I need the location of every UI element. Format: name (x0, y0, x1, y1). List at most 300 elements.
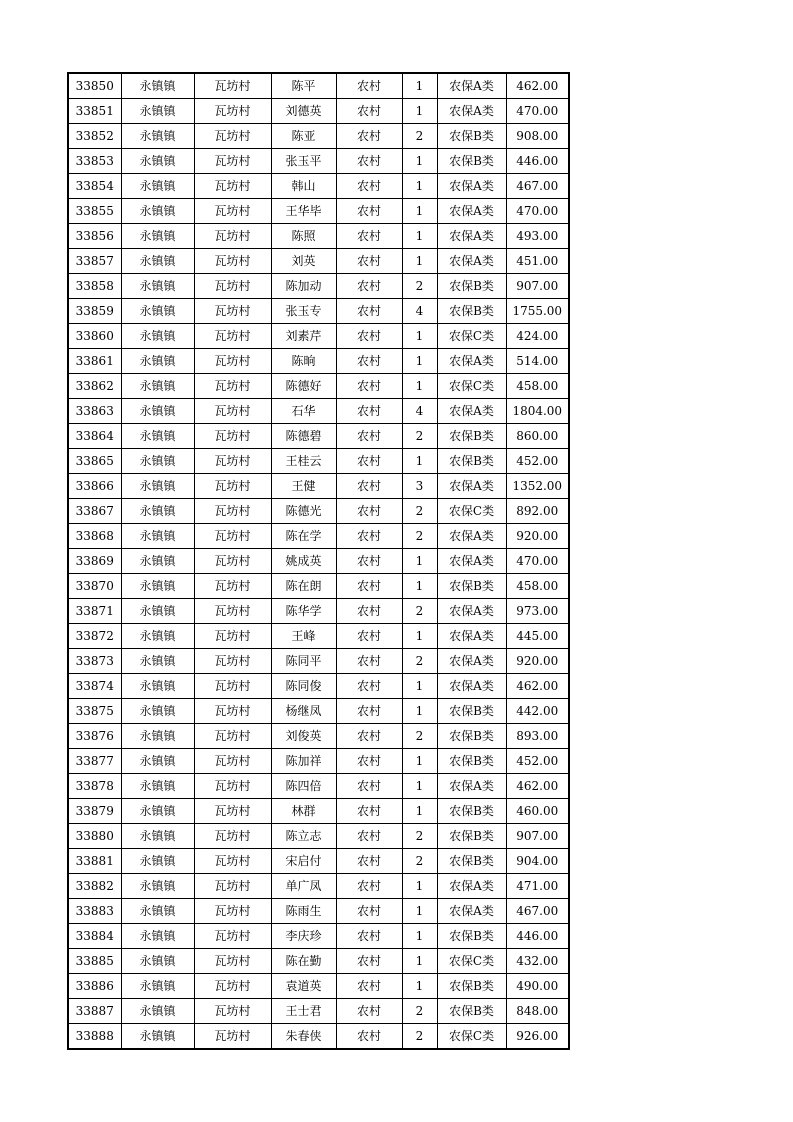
member-count-cell: 1 (402, 974, 437, 999)
village-cell: 瓦坊村 (194, 999, 271, 1024)
category-cell: 农保C类 (437, 949, 506, 974)
name-cell: 袁道英 (271, 974, 336, 999)
member-count-cell: 1 (402, 624, 437, 649)
town-cell: 永镇镇 (121, 324, 194, 349)
category-cell: 农保C类 (437, 1024, 506, 1050)
town-cell: 永镇镇 (121, 274, 194, 299)
member-count-cell: 4 (402, 399, 437, 424)
member-count-cell: 2 (402, 724, 437, 749)
household-type-cell: 农村 (336, 974, 402, 999)
table-row (68, 999, 569, 1024)
record-id-cell: 33887 (68, 999, 121, 1024)
member-count-cell: 2 (402, 599, 437, 624)
amount-cell: 1804.00 (506, 399, 569, 424)
amount-cell: 514.00 (506, 349, 569, 374)
category-cell: 农保B类 (437, 574, 506, 599)
member-count-cell: 2 (402, 824, 437, 849)
town-cell: 永镇镇 (121, 99, 194, 124)
town-cell: 永镇镇 (121, 674, 194, 699)
table-row (68, 99, 569, 124)
household-type-cell: 农村 (336, 924, 402, 949)
category-cell: 农保A类 (437, 474, 506, 499)
record-id-cell: 33880 (68, 824, 121, 849)
town-cell: 永镇镇 (121, 399, 194, 424)
village-cell: 瓦坊村 (194, 349, 271, 374)
record-id-cell: 33861 (68, 349, 121, 374)
record-id-cell: 33866 (68, 474, 121, 499)
name-cell: 陈照 (271, 224, 336, 249)
amount-cell: 467.00 (506, 899, 569, 924)
amount-cell: 471.00 (506, 874, 569, 899)
village-cell: 瓦坊村 (194, 849, 271, 874)
table-row (68, 73, 569, 99)
record-id-cell: 33888 (68, 1024, 121, 1050)
village-cell: 瓦坊村 (194, 949, 271, 974)
village-cell: 瓦坊村 (194, 974, 271, 999)
table-row (68, 649, 569, 674)
village-cell: 瓦坊村 (194, 524, 271, 549)
member-count-cell: 1 (402, 249, 437, 274)
member-count-cell: 1 (402, 574, 437, 599)
town-cell: 永镇镇 (121, 774, 194, 799)
record-id-cell: 33859 (68, 299, 121, 324)
category-cell: 农保A类 (437, 249, 506, 274)
household-type-cell: 农村 (336, 349, 402, 374)
member-count-cell: 2 (402, 424, 437, 449)
record-id-cell: 33857 (68, 249, 121, 274)
member-count-cell: 1 (402, 174, 437, 199)
village-cell: 瓦坊村 (194, 474, 271, 499)
member-count-cell: 1 (402, 149, 437, 174)
name-cell: 单广凤 (271, 874, 336, 899)
village-cell: 瓦坊村 (194, 224, 271, 249)
amount-cell: 424.00 (506, 324, 569, 349)
member-count-cell: 1 (402, 774, 437, 799)
village-cell: 瓦坊村 (194, 674, 271, 699)
record-id-cell: 33873 (68, 649, 121, 674)
category-cell: 农保B类 (437, 924, 506, 949)
amount-cell: 490.00 (506, 974, 569, 999)
name-cell: 杨继凤 (271, 699, 336, 724)
amount-cell: 893.00 (506, 724, 569, 749)
member-count-cell: 1 (402, 799, 437, 824)
amount-cell: 892.00 (506, 499, 569, 524)
category-cell: 农保B类 (437, 824, 506, 849)
category-cell: 农保B类 (437, 274, 506, 299)
name-cell: 王华毕 (271, 199, 336, 224)
record-id-cell: 33862 (68, 374, 121, 399)
village-cell: 瓦坊村 (194, 824, 271, 849)
category-cell: 农保A类 (437, 99, 506, 124)
name-cell: 王健 (271, 474, 336, 499)
name-cell: 刘英 (271, 249, 336, 274)
member-count-cell: 1 (402, 699, 437, 724)
category-cell: 农保A类 (437, 549, 506, 574)
town-cell: 永镇镇 (121, 949, 194, 974)
village-cell: 瓦坊村 (194, 374, 271, 399)
name-cell: 陈立志 (271, 824, 336, 849)
category-cell: 农保A类 (437, 599, 506, 624)
category-cell: 农保A类 (437, 399, 506, 424)
table-row (68, 424, 569, 449)
name-cell: 刘俊英 (271, 724, 336, 749)
amount-cell: 920.00 (506, 524, 569, 549)
category-cell: 农保A类 (437, 524, 506, 549)
household-type-cell: 农村 (336, 774, 402, 799)
town-cell: 永镇镇 (121, 449, 194, 474)
table-row (68, 499, 569, 524)
record-id-cell: 33885 (68, 949, 121, 974)
household-type-cell: 农村 (336, 649, 402, 674)
record-id-cell: 33871 (68, 599, 121, 624)
record-id-cell: 33869 (68, 549, 121, 574)
household-type-cell: 农村 (336, 799, 402, 824)
table-row (68, 299, 569, 324)
name-cell: 陈德光 (271, 499, 336, 524)
household-type-cell: 农村 (336, 749, 402, 774)
amount-cell: 470.00 (506, 549, 569, 574)
category-cell: 农保C类 (437, 374, 506, 399)
name-cell: 陈同平 (271, 649, 336, 674)
category-cell: 农保A类 (437, 774, 506, 799)
village-cell: 瓦坊村 (194, 449, 271, 474)
table-row (68, 124, 569, 149)
town-cell: 永镇镇 (121, 374, 194, 399)
village-cell: 瓦坊村 (194, 73, 271, 99)
village-cell: 瓦坊村 (194, 299, 271, 324)
household-type-cell: 农村 (336, 724, 402, 749)
village-cell: 瓦坊村 (194, 874, 271, 899)
village-cell: 瓦坊村 (194, 749, 271, 774)
member-count-cell: 2 (402, 124, 437, 149)
record-id-cell: 33851 (68, 99, 121, 124)
village-cell: 瓦坊村 (194, 399, 271, 424)
table-row (68, 799, 569, 824)
village-cell: 瓦坊村 (194, 199, 271, 224)
village-cell: 瓦坊村 (194, 574, 271, 599)
member-count-cell: 1 (402, 199, 437, 224)
member-count-cell: 2 (402, 524, 437, 549)
village-cell: 瓦坊村 (194, 324, 271, 349)
village-cell: 瓦坊村 (194, 774, 271, 799)
member-count-cell: 2 (402, 999, 437, 1024)
name-cell: 陈平 (271, 73, 336, 99)
data-table (67, 72, 570, 1050)
village-cell: 瓦坊村 (194, 649, 271, 674)
record-id-cell: 33876 (68, 724, 121, 749)
table-row (68, 349, 569, 374)
household-type-cell: 农村 (336, 1024, 402, 1050)
amount-cell: 458.00 (506, 574, 569, 599)
amount-cell: 848.00 (506, 999, 569, 1024)
town-cell: 永镇镇 (121, 149, 194, 174)
category-cell: 农保B类 (437, 699, 506, 724)
name-cell: 王桂云 (271, 449, 336, 474)
name-cell: 李庆珍 (271, 924, 336, 949)
table-row (68, 549, 569, 574)
household-type-cell: 农村 (336, 824, 402, 849)
record-id-cell: 33868 (68, 524, 121, 549)
record-id-cell: 33852 (68, 124, 121, 149)
household-type-cell: 农村 (336, 699, 402, 724)
amount-cell: 904.00 (506, 849, 569, 874)
amount-cell: 907.00 (506, 824, 569, 849)
amount-cell: 926.00 (506, 1024, 569, 1050)
table-row (68, 524, 569, 549)
table-row (68, 249, 569, 274)
village-cell: 瓦坊村 (194, 149, 271, 174)
member-count-cell: 1 (402, 924, 437, 949)
member-count-cell: 1 (402, 349, 437, 374)
town-cell: 永镇镇 (121, 199, 194, 224)
table-row (68, 1024, 569, 1050)
town-cell: 永镇镇 (121, 924, 194, 949)
record-id-cell: 33884 (68, 924, 121, 949)
town-cell: 永镇镇 (121, 999, 194, 1024)
table-row (68, 324, 569, 349)
table-row (68, 749, 569, 774)
household-type-cell: 农村 (336, 274, 402, 299)
record-id-cell: 33874 (68, 674, 121, 699)
member-count-cell: 1 (402, 749, 437, 774)
household-type-cell: 农村 (336, 999, 402, 1024)
town-cell: 永镇镇 (121, 799, 194, 824)
name-cell: 林群 (271, 799, 336, 824)
category-cell: 农保B类 (437, 299, 506, 324)
category-cell: 农保A类 (437, 199, 506, 224)
member-count-cell: 1 (402, 99, 437, 124)
table-row (68, 774, 569, 799)
table-row (68, 574, 569, 599)
record-id-cell: 33856 (68, 224, 121, 249)
village-cell: 瓦坊村 (194, 549, 271, 574)
household-type-cell: 农村 (336, 399, 402, 424)
record-id-cell: 33877 (68, 749, 121, 774)
household-type-cell: 农村 (336, 99, 402, 124)
name-cell: 陈亚 (271, 124, 336, 149)
amount-cell: 467.00 (506, 174, 569, 199)
table-row (68, 399, 569, 424)
record-id-cell: 33850 (68, 73, 121, 99)
amount-cell: 442.00 (506, 699, 569, 724)
town-cell: 永镇镇 (121, 874, 194, 899)
category-cell: 农保C类 (437, 324, 506, 349)
town-cell: 永镇镇 (121, 649, 194, 674)
table-row (68, 199, 569, 224)
member-count-cell: 1 (402, 73, 437, 99)
amount-cell: 451.00 (506, 249, 569, 274)
village-cell: 瓦坊村 (194, 274, 271, 299)
member-count-cell: 1 (402, 549, 437, 574)
table-row (68, 174, 569, 199)
record-id-cell: 33875 (68, 699, 121, 724)
village-cell: 瓦坊村 (194, 899, 271, 924)
name-cell: 陈德碧 (271, 424, 336, 449)
amount-cell: 860.00 (506, 424, 569, 449)
household-type-cell: 农村 (336, 674, 402, 699)
record-id-cell: 33881 (68, 849, 121, 874)
town-cell: 永镇镇 (121, 474, 194, 499)
household-type-cell: 农村 (336, 499, 402, 524)
town-cell: 永镇镇 (121, 749, 194, 774)
amount-cell: 973.00 (506, 599, 569, 624)
member-count-cell: 2 (402, 499, 437, 524)
table-row (68, 224, 569, 249)
name-cell: 张玉平 (271, 149, 336, 174)
amount-cell: 458.00 (506, 374, 569, 399)
category-cell: 农保C类 (437, 499, 506, 524)
record-id-cell: 33870 (68, 574, 121, 599)
village-cell: 瓦坊村 (194, 249, 271, 274)
category-cell: 农保B类 (437, 149, 506, 174)
village-cell: 瓦坊村 (194, 924, 271, 949)
record-id-cell: 33867 (68, 499, 121, 524)
amount-cell: 452.00 (506, 749, 569, 774)
record-id-cell: 33883 (68, 899, 121, 924)
amount-cell: 908.00 (506, 124, 569, 149)
town-cell: 永镇镇 (121, 974, 194, 999)
table-row (68, 599, 569, 624)
household-type-cell: 农村 (336, 149, 402, 174)
table-row (68, 449, 569, 474)
amount-cell: 462.00 (506, 774, 569, 799)
town-cell: 永镇镇 (121, 899, 194, 924)
member-count-cell: 1 (402, 674, 437, 699)
amount-cell: 470.00 (506, 99, 569, 124)
town-cell: 永镇镇 (121, 249, 194, 274)
name-cell: 姚成英 (271, 549, 336, 574)
member-count-cell: 2 (402, 849, 437, 874)
household-type-cell: 农村 (336, 249, 402, 274)
member-count-cell: 1 (402, 874, 437, 899)
household-type-cell: 农村 (336, 224, 402, 249)
name-cell: 陈在勤 (271, 949, 336, 974)
member-count-cell: 1 (402, 224, 437, 249)
village-cell: 瓦坊村 (194, 99, 271, 124)
town-cell: 永镇镇 (121, 824, 194, 849)
amount-cell: 907.00 (506, 274, 569, 299)
table-row (68, 149, 569, 174)
name-cell: 宋启付 (271, 849, 336, 874)
member-count-cell: 1 (402, 899, 437, 924)
amount-cell: 432.00 (506, 949, 569, 974)
record-id-cell: 33879 (68, 799, 121, 824)
town-cell: 永镇镇 (121, 574, 194, 599)
amount-cell: 920.00 (506, 649, 569, 674)
member-count-cell: 1 (402, 449, 437, 474)
name-cell: 韩山 (271, 174, 336, 199)
household-type-cell: 农村 (336, 324, 402, 349)
category-cell: 农保B类 (437, 449, 506, 474)
name-cell: 陈德好 (271, 374, 336, 399)
amount-cell: 460.00 (506, 799, 569, 824)
member-count-cell: 2 (402, 274, 437, 299)
household-type-cell: 农村 (336, 624, 402, 649)
town-cell: 永镇镇 (121, 73, 194, 99)
amount-cell: 445.00 (506, 624, 569, 649)
household-type-cell: 农村 (336, 599, 402, 624)
household-type-cell: 农村 (336, 849, 402, 874)
name-cell: 刘素芹 (271, 324, 336, 349)
table-row (68, 974, 569, 999)
village-cell: 瓦坊村 (194, 699, 271, 724)
town-cell: 永镇镇 (121, 499, 194, 524)
category-cell: 农保B类 (437, 999, 506, 1024)
town-cell: 永镇镇 (121, 549, 194, 574)
amount-cell: 1755.00 (506, 299, 569, 324)
table-row (68, 474, 569, 499)
name-cell: 陈在朗 (271, 574, 336, 599)
category-cell: 农保A类 (437, 349, 506, 374)
household-type-cell: 农村 (336, 299, 402, 324)
household-type-cell: 农村 (336, 899, 402, 924)
category-cell: 农保A类 (437, 73, 506, 99)
record-id-cell: 33878 (68, 774, 121, 799)
record-id-cell: 33864 (68, 424, 121, 449)
household-type-cell: 农村 (336, 449, 402, 474)
name-cell: 陈四倍 (271, 774, 336, 799)
table-row (68, 274, 569, 299)
village-cell: 瓦坊村 (194, 624, 271, 649)
name-cell: 陈晌 (271, 349, 336, 374)
record-id-cell: 33860 (68, 324, 121, 349)
table-row (68, 924, 569, 949)
table-row (68, 674, 569, 699)
town-cell: 永镇镇 (121, 174, 194, 199)
household-type-cell: 农村 (336, 874, 402, 899)
table-row (68, 874, 569, 899)
member-count-cell: 2 (402, 1024, 437, 1050)
member-count-cell: 1 (402, 324, 437, 349)
record-id-cell: 33858 (68, 274, 121, 299)
category-cell: 农保B类 (437, 724, 506, 749)
household-type-cell: 农村 (336, 73, 402, 99)
name-cell: 陈同俊 (271, 674, 336, 699)
category-cell: 农保B类 (437, 749, 506, 774)
town-cell: 永镇镇 (121, 349, 194, 374)
category-cell: 农保A类 (437, 174, 506, 199)
household-type-cell: 农村 (336, 199, 402, 224)
record-id-cell: 33853 (68, 149, 121, 174)
name-cell: 陈加动 (271, 274, 336, 299)
member-count-cell: 3 (402, 474, 437, 499)
name-cell: 陈加祥 (271, 749, 336, 774)
amount-cell: 462.00 (506, 73, 569, 99)
name-cell: 石华 (271, 399, 336, 424)
village-cell: 瓦坊村 (194, 1024, 271, 1050)
household-type-cell: 农村 (336, 949, 402, 974)
category-cell: 农保B类 (437, 799, 506, 824)
name-cell: 王峰 (271, 624, 336, 649)
record-id-cell: 33854 (68, 174, 121, 199)
category-cell: 农保A类 (437, 624, 506, 649)
village-cell: 瓦坊村 (194, 499, 271, 524)
amount-cell: 446.00 (506, 149, 569, 174)
town-cell: 永镇镇 (121, 424, 194, 449)
table-body (68, 73, 569, 1049)
member-count-cell: 2 (402, 649, 437, 674)
table-row (68, 824, 569, 849)
household-type-cell: 农村 (336, 574, 402, 599)
amount-cell: 446.00 (506, 924, 569, 949)
household-type-cell: 农村 (336, 374, 402, 399)
household-type-cell: 农村 (336, 124, 402, 149)
member-count-cell: 1 (402, 374, 437, 399)
village-cell: 瓦坊村 (194, 174, 271, 199)
record-id-cell: 33863 (68, 399, 121, 424)
village-cell: 瓦坊村 (194, 124, 271, 149)
household-type-cell: 农村 (336, 549, 402, 574)
